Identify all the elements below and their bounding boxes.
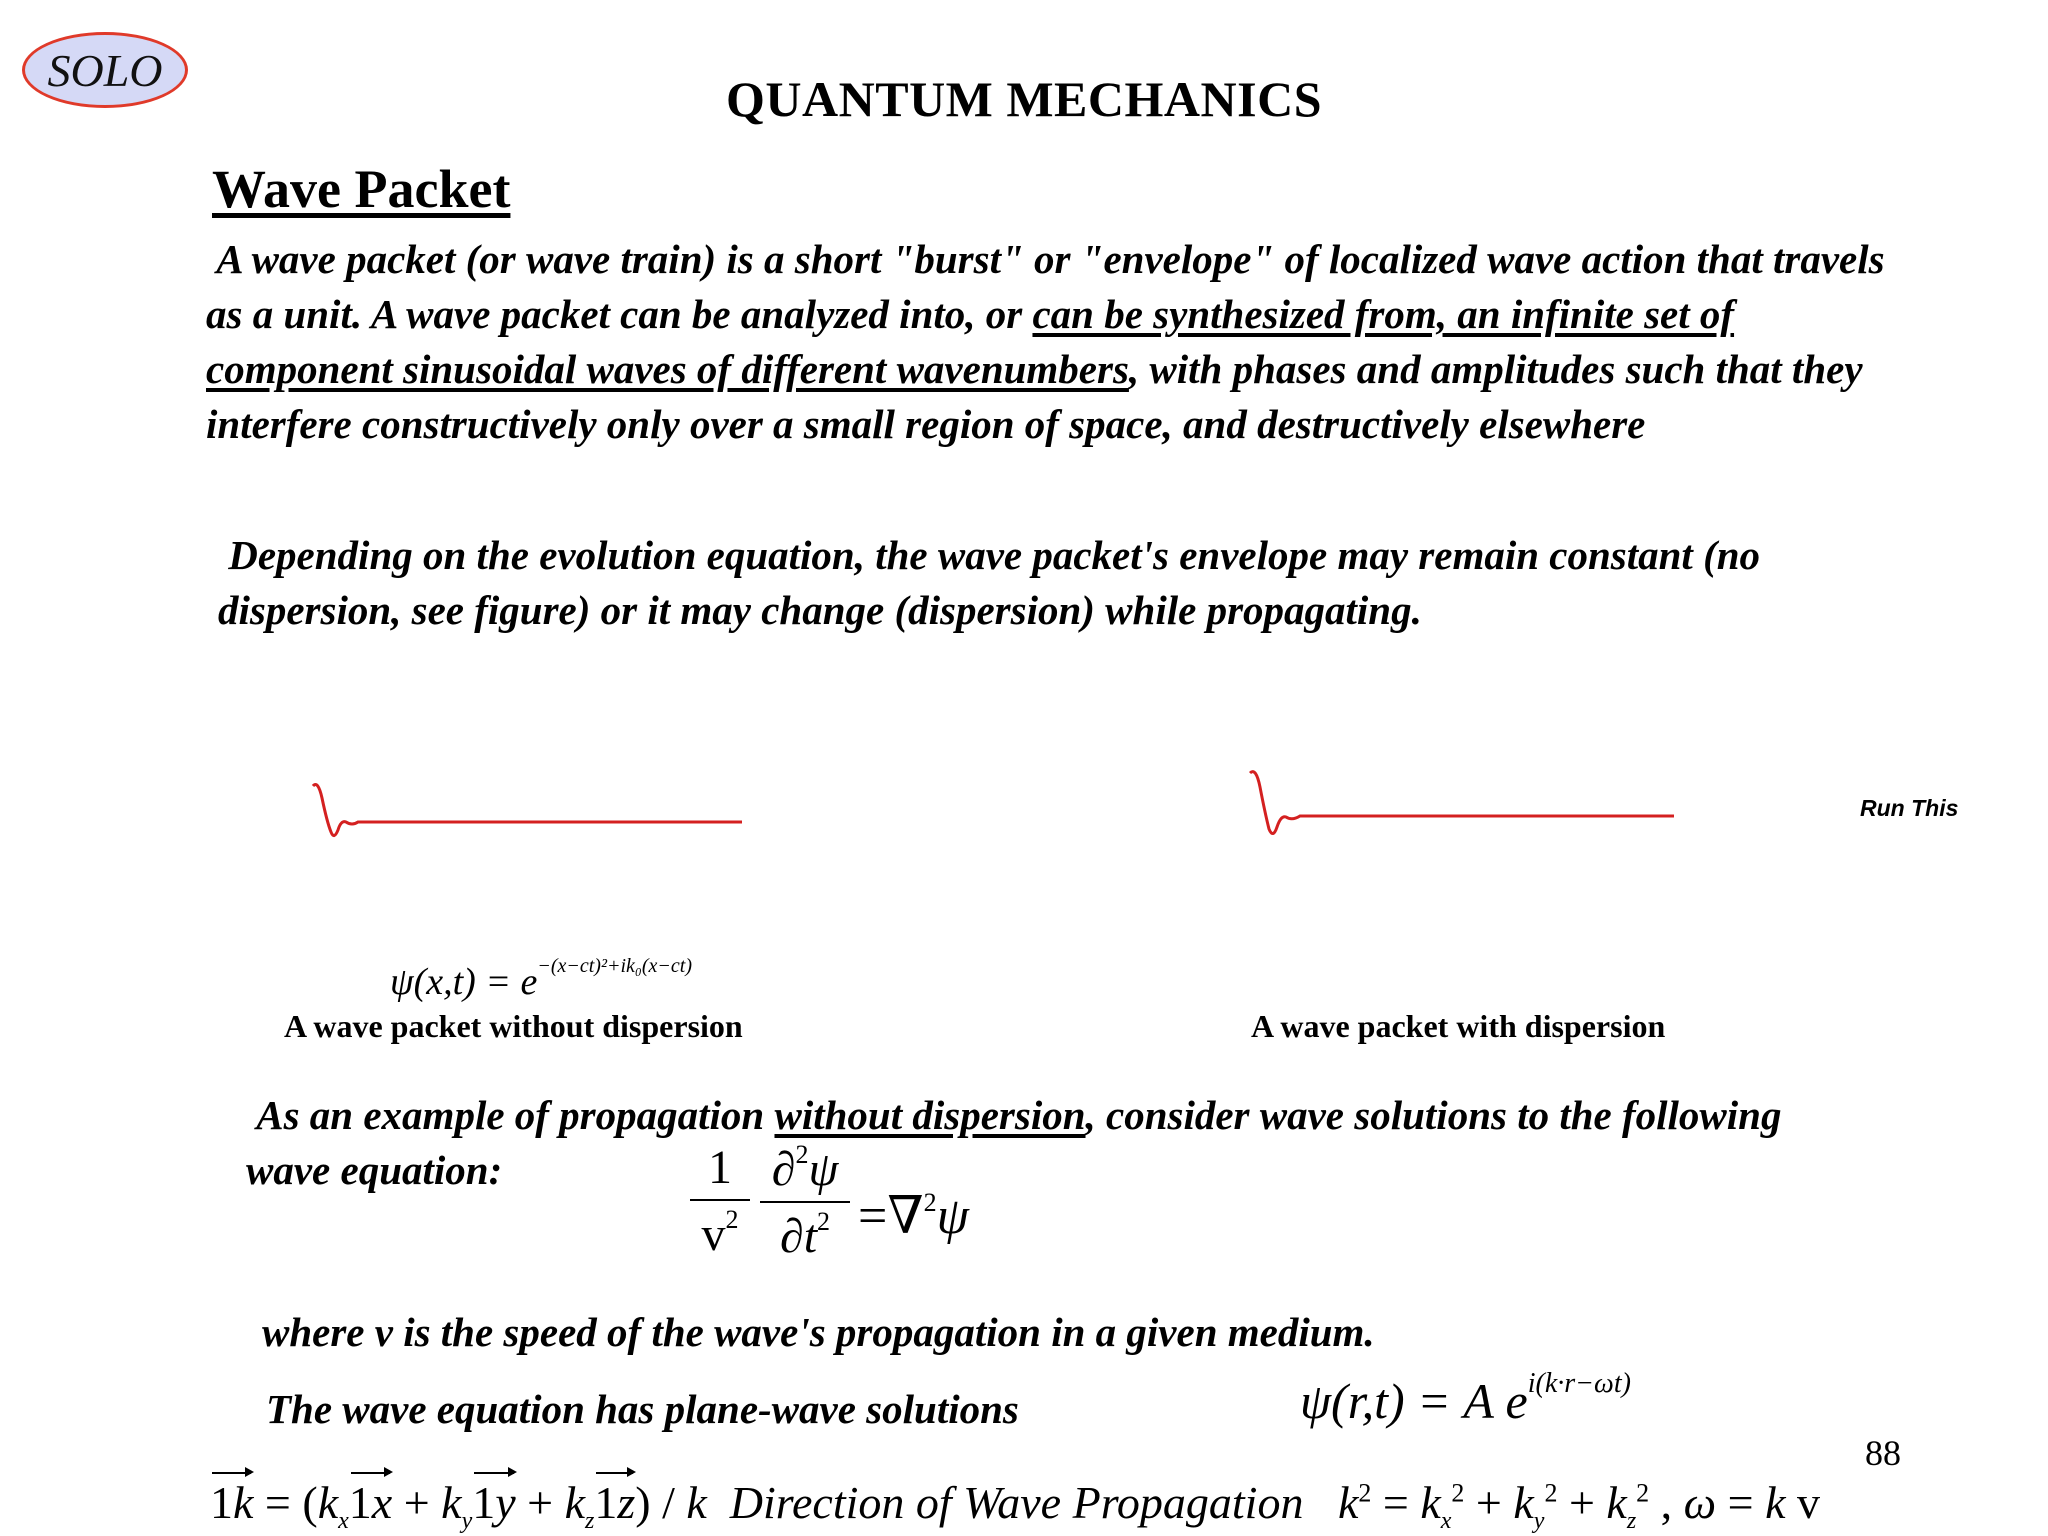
example-text-part1: As an example of propagation bbox=[256, 1092, 775, 1138]
caption-with-dispersion: A wave packet with dispersion bbox=[1251, 1008, 1666, 1044]
wave-eq-fraction-2 bbox=[760, 1140, 850, 1264]
wave-eq-fraction-1 bbox=[690, 1140, 750, 1262]
evolution-text: Depending on the evolution equation, the wave packet's envelope may remain constant (no dispersion, see figure) or it may change (dispersion) while propagating. bbox=[218, 532, 1761, 633]
plane-wave-sentence: The wave equation has plane-wave solutions bbox=[266, 1386, 1019, 1432]
example-text-underlined: without dispersion bbox=[774, 1092, 1086, 1138]
frac2-denominator: $\partial t^2$ bbox=[779, 1207, 831, 1263]
frac1-numerator: 1 bbox=[708, 1141, 732, 1194]
direction-label: Direction of Wave Propagation bbox=[729, 1477, 1304, 1528]
wave-packet-formula bbox=[390, 955, 692, 1004]
frac1-denominator: $v^2$ bbox=[701, 1205, 739, 1261]
section-title: Wave Packet bbox=[212, 159, 511, 219]
page-number: 88 bbox=[1865, 1433, 1901, 1473]
formula-exponent: −(x−ct)²+ik₀(x−ct) bbox=[537, 955, 692, 977]
wave-packet-no-dispersion-figure bbox=[300, 760, 760, 850]
intro-paragraph bbox=[206, 232, 1906, 452]
intro-text-part1: A wave packet (or wave train) is a short "burst" or "envelope" of localized wave action that travels as a unit. A wave packet can be analyzed into, or bbox=[206, 236, 1885, 337]
frac2-numerator: ∂$^2$ψ bbox=[771, 1140, 839, 1196]
speed-sentence: where v is the speed of the wave's propagation in a given medium. bbox=[262, 1309, 1375, 1355]
example-text-line2: wave equation: bbox=[246, 1147, 503, 1193]
plane-wave-exponent: i(k·r−ωt) bbox=[1527, 1368, 1631, 1399]
wave-packet-curve-left bbox=[313, 785, 742, 836]
intro-text-underlined: can be synthesized from, an infinite set of component sinusoidal waves of different wavenumbers bbox=[206, 291, 1735, 392]
evolution-paragraph bbox=[218, 528, 1918, 638]
wave-packet-with-dispersion-figure bbox=[1240, 755, 1700, 845]
solo-logo-label: SOLO bbox=[47, 44, 163, 96]
wave-eq-rhs: =∇$^2$ψ bbox=[858, 1188, 969, 1245]
run-this-link[interactable]: Run This bbox=[1860, 795, 1959, 821]
example-text-part2: , consider wave solutions to the following bbox=[1085, 1092, 1782, 1138]
caption-without-dispersion: A wave packet without dispersion bbox=[284, 1008, 743, 1044]
direction-formula-line: $1k = (k_x1x + k_y1y + k_z1z) / k$ Direction of Wave Propagation $k^2 = k_x^2 + k_y^2 + k_z^2$ , ω = k v bbox=[210, 1477, 1821, 1535]
plane-wave-lhs: ψ(r,t) = A e bbox=[1300, 1373, 1528, 1429]
wave-equation bbox=[690, 1140, 1010, 1280]
page-title: QUANTUM MECHANICS bbox=[726, 71, 1322, 127]
example-paragraph bbox=[246, 1088, 2036, 1143]
plane-wave-formula bbox=[1300, 1368, 1631, 1430]
wave-packet-curve-right bbox=[1250, 772, 1674, 834]
intro-text-part2: , with phases and amplitudes such that they interfere constructively only over a small region of space, and destructively elsewhere bbox=[206, 346, 1863, 447]
formula-lhs: ψ(x,t) = e bbox=[390, 961, 538, 1003]
